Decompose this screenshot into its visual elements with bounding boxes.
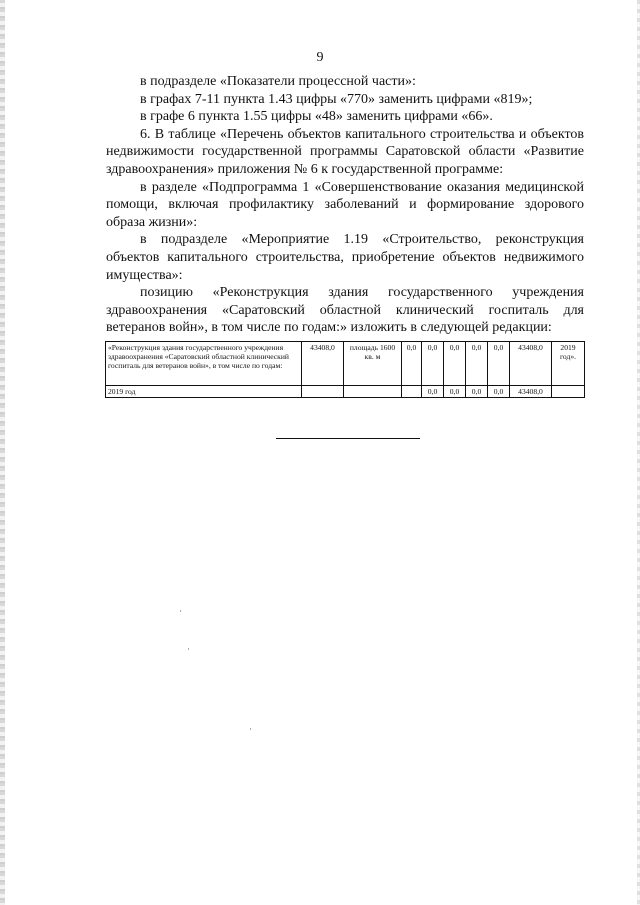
value-cell-2: 0,0	[422, 386, 444, 398]
value-cell-6: 43408,0	[510, 342, 552, 386]
value-cell-1: 0,0	[402, 342, 422, 386]
empty-cell	[344, 386, 402, 398]
value-cell-3: 0,0	[444, 342, 466, 386]
paragraph-3: в графе 6 пункта 1.55 цифры «48» заменить цифрами «66».	[140, 109, 493, 125]
empty-cell	[302, 386, 344, 398]
paragraph-2: в графах 7-11 пункта 1.43 цифры «770» заменить цифрами «819»;	[140, 91, 533, 107]
value-cell-3: 0,0	[444, 386, 466, 398]
paragraph-7: позицию «Реконструкция здания государственного учреждения здравоохранения «Саратовский областной клинический госпиталь для ветеранов войн», в том числе по годам:» изложить в следующей редакции:	[106, 285, 584, 336]
value-cell-2: 0,0	[422, 342, 444, 386]
table-row	[106, 386, 585, 398]
scan-speck	[250, 728, 251, 730]
document-body	[106, 73, 584, 337]
value-cell-4: 0,0	[466, 386, 488, 398]
value-cell-5: 0,0	[488, 386, 510, 398]
page-number: 9	[316, 50, 324, 65]
paragraph-6: в подразделе «Мероприятие 1.19 «Строительство, реконструкция объектов капитального строительства, приобретение объектов недвижимого имущества»:	[106, 232, 584, 283]
year-row-label: 2019 год	[106, 386, 302, 398]
scan-speck	[188, 648, 189, 650]
empty-cell	[402, 386, 422, 398]
value-cell-6: 43408,0	[510, 386, 552, 398]
value-cell-5: 0,0	[488, 342, 510, 386]
end-divider	[276, 438, 420, 439]
scan-speck	[180, 610, 181, 612]
year-cell: 2019 год».	[552, 342, 585, 386]
paragraph-1: в подразделе «Показатели процессной части»:	[140, 74, 416, 89]
value-cell-4: 0,0	[466, 342, 488, 386]
table-row	[106, 342, 585, 386]
object-name-cell: «Реконструкция здания государственного учреждения здравоохранения «Саратовский областной клинический госпиталь для ветеранов войн», в том числе по годам:	[106, 342, 302, 386]
total-cell: 43408,0	[302, 342, 344, 386]
paragraph-5: в разделе «Подпрограмма 1 «Совершенствование оказания медицинской помощи, включая профилактику заболеваний и формирование здорового образа жизни»:	[106, 179, 584, 230]
objects-table	[105, 341, 585, 398]
empty-cell	[552, 386, 585, 398]
scan-edge-left	[0, 0, 5, 905]
capacity-cell: площадь 1600 кв. м	[344, 342, 402, 386]
paragraph-4: 6. В таблице «Перечень объектов капитального строительства и объектов недвижимости государственной программы Саратовской области «Развитие здравоохранения» приложения № 6 к государственной программе:	[106, 126, 584, 177]
